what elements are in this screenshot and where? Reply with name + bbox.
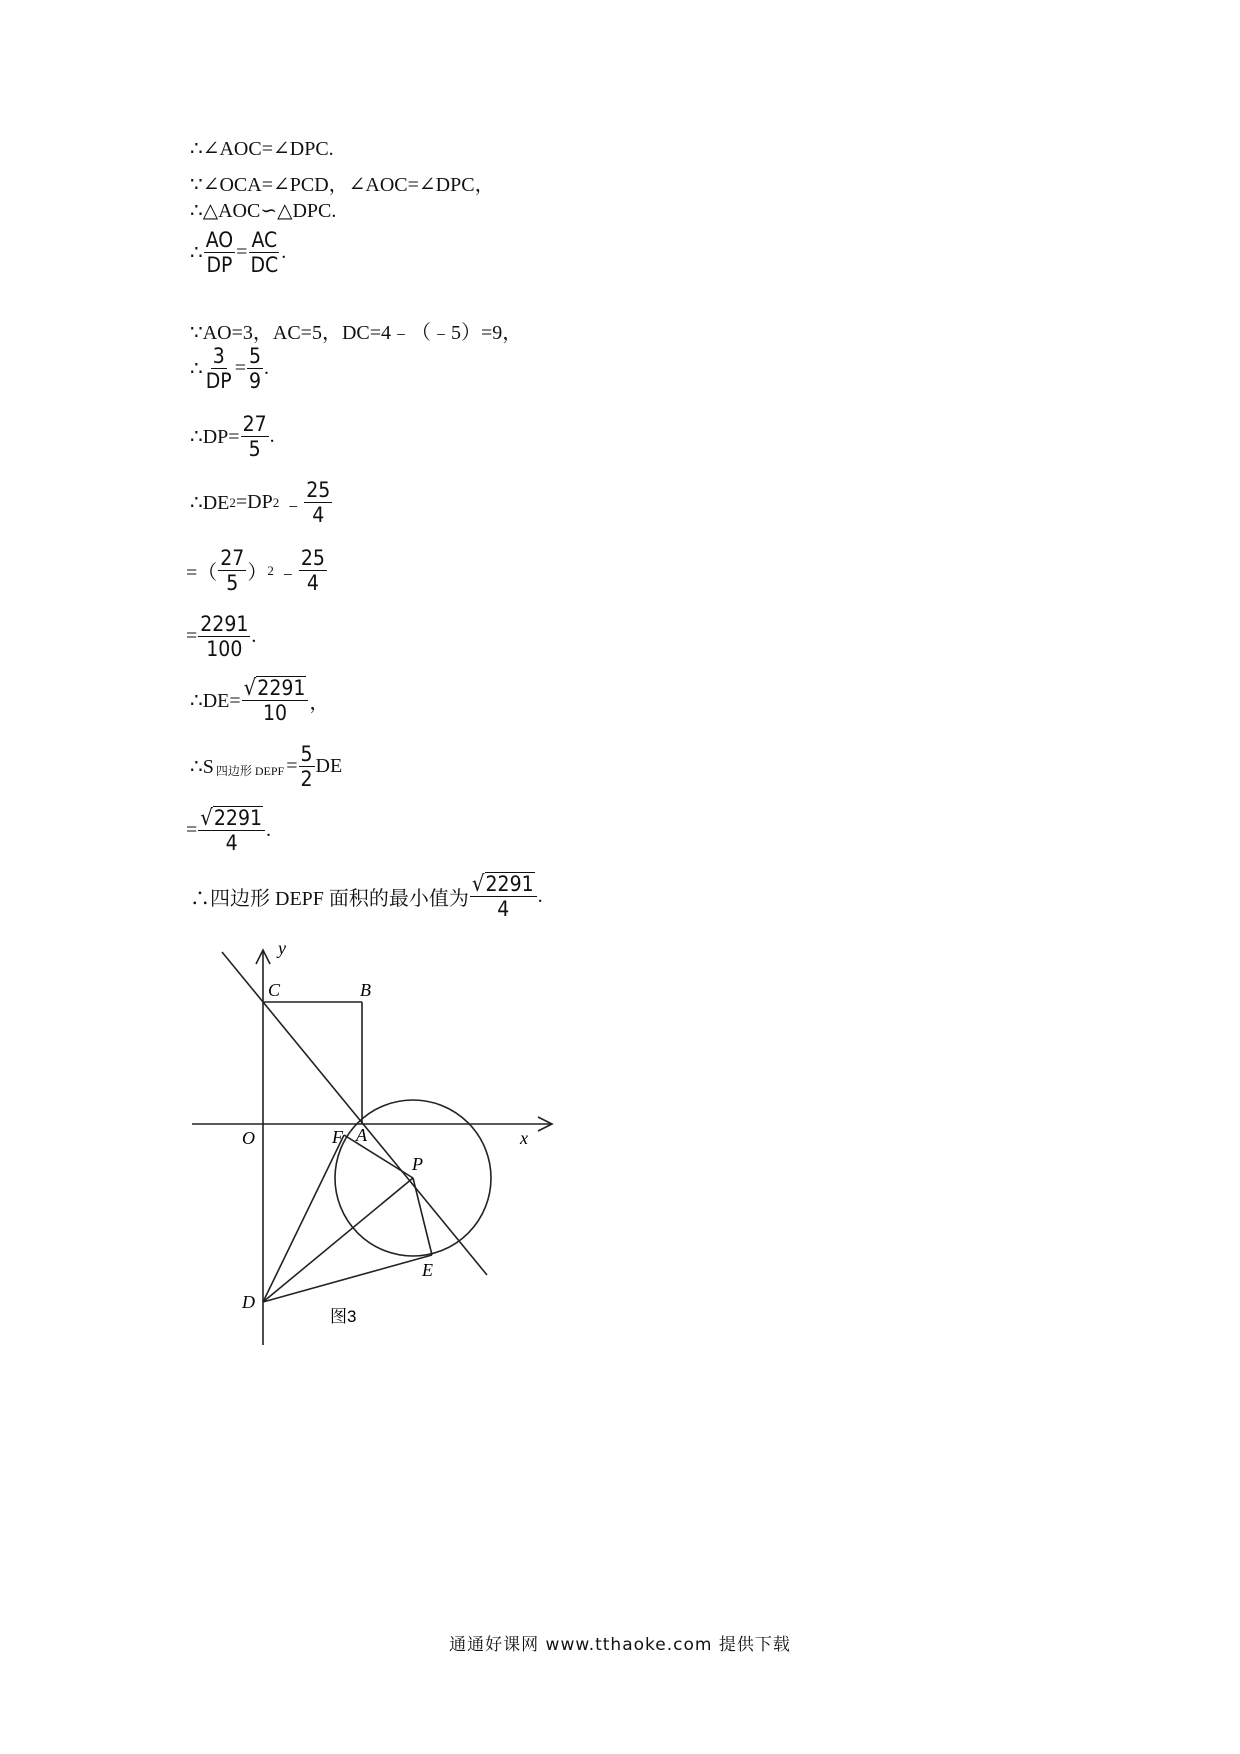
de2-step: ∴DE 2 =DP 2 ﹣ $\frac{25}{4}$ — [190, 478, 331, 528]
area-result-prefix: = — [186, 819, 198, 842]
area-prefix: ∴S — [190, 756, 214, 779]
expand-close: ） — [247, 562, 268, 585]
dp-step — [190, 412, 275, 461]
area-result-radicand: 2291 — [213, 806, 262, 830]
conclusion-frac — [470, 872, 537, 921]
label-f: F — [332, 1127, 343, 1147]
dp-end: . — [269, 425, 275, 448]
area-frac — [299, 742, 315, 791]
de2-prefix: ∴DE — [190, 492, 230, 515]
de-frac — [242, 676, 309, 725]
ratio-b-num: AC — [251, 228, 278, 252]
result-prefix: = — [186, 625, 198, 648]
sub-b-num: 5 — [248, 344, 261, 368]
label-c: C — [268, 980, 281, 1000]
sub-prefix: ∴ — [190, 358, 203, 381]
expand-den: 5 — [226, 571, 239, 596]
area-result-frac — [198, 806, 265, 855]
area-result-sqrt — [198, 806, 265, 831]
label-p: P — [412, 1154, 423, 1174]
dp-num: 27 — [242, 412, 267, 436]
area-result-den: 4 — [225, 831, 238, 856]
step-4-text: ∵AO=3，AC=5，DC=4﹣（﹣5）=9， — [190, 322, 523, 344]
expand-den2: 4 — [306, 571, 319, 596]
result-end: . — [251, 625, 257, 648]
ratio-b-den: DC — [250, 253, 279, 278]
result-den: 100 — [206, 637, 243, 662]
de-radical: √ — [243, 676, 257, 702]
de-den: 10 — [263, 701, 288, 726]
area-num: 5 — [300, 742, 313, 766]
conclusion-sqrt — [470, 872, 537, 897]
area-result-end: . — [265, 819, 271, 842]
conclusion-radical: √ — [471, 872, 485, 898]
conclusion-text: ∴四边形 DEPF 面积的最小值为 — [190, 888, 469, 911]
de2-den: 4 — [312, 503, 325, 528]
segment-de — [263, 1255, 432, 1302]
expand-step: =（ $\frac{27}{5}$ ） 2 ﹣ $\frac{25}{4}$ — [186, 546, 325, 596]
expand-prefix: =（ — [186, 562, 218, 585]
segment-df — [263, 1135, 344, 1302]
label-d: D — [242, 1292, 255, 1312]
de-radicand: 2291 — [257, 676, 306, 700]
sub-a-num: 3 — [212, 344, 225, 368]
figure-svg — [180, 940, 580, 1360]
ratio-a-num: AO — [205, 228, 234, 252]
expand-minus: ﹣ — [277, 562, 298, 585]
ratio-frac-a — [204, 228, 235, 277]
ratio-eq: = — [236, 241, 248, 264]
sub-end: . — [264, 357, 269, 380]
conclusion-end: . — [537, 885, 543, 908]
result-step — [186, 612, 256, 661]
de2-num: 25 — [306, 478, 331, 502]
figure-caption: 图3 — [330, 1307, 357, 1326]
result-num: 2291 — [200, 612, 249, 636]
expand-frac — [218, 546, 246, 595]
de2-minus: ﹣ — [283, 494, 304, 517]
label-o: O — [242, 1128, 255, 1148]
step-3 — [190, 198, 336, 223]
area-sub: 四边形 DEPF — [215, 764, 285, 779]
result-frac — [198, 612, 250, 661]
segment-fp — [344, 1135, 413, 1178]
conclusion-radicand: 2291 — [485, 872, 534, 896]
geometry-figure — [180, 940, 580, 1365]
footer: 通通好课网 www.tthaoke.com 提供下载 — [449, 1635, 791, 1655]
label-e: E — [422, 1260, 433, 1280]
step-4 — [190, 316, 522, 345]
conclusion-den: 4 — [497, 897, 510, 922]
ratio-prefix: ∴ — [190, 242, 203, 265]
label-x: x — [520, 1128, 528, 1148]
area-eq: = — [286, 755, 298, 778]
expand-num2: 25 — [300, 546, 325, 570]
ratio-frac-b — [248, 228, 280, 277]
ratio-end: . — [281, 241, 287, 264]
step-3-text: ∴△AOC∽△DPC. — [190, 200, 337, 222]
step-2-text: ∵∠OCA=∠PCD，∠AOC=∠DPC， — [190, 174, 495, 196]
sub-b-den: 9 — [248, 369, 261, 394]
ratio-a-den: DP — [206, 253, 233, 278]
label-a: A — [356, 1125, 367, 1145]
step-1-text: ∴∠AOC=∠DPC. — [190, 138, 334, 160]
sub-step — [190, 344, 269, 393]
sub-eq: = — [234, 357, 246, 380]
dp-den: 5 — [248, 437, 261, 462]
label-y: y — [278, 940, 286, 958]
dp-prefix: ∴DP= — [190, 426, 240, 449]
expand-num: 27 — [220, 546, 245, 570]
area-step — [190, 742, 342, 791]
de2-mid: =DP — [235, 491, 273, 514]
ratio-step — [190, 228, 286, 277]
area-den: 2 — [300, 767, 313, 792]
dp-frac — [241, 412, 269, 461]
expand-frac-2 — [299, 546, 327, 595]
area-result-radical: √ — [200, 806, 213, 832]
step-2 — [190, 168, 495, 197]
sub-a-den: DP — [205, 369, 232, 394]
de-prefix: ∴DE= — [190, 690, 241, 713]
de2-frac — [304, 478, 332, 527]
segment-pe — [413, 1178, 432, 1255]
area-result — [186, 806, 271, 855]
label-b: B — [360, 980, 371, 1000]
conclusion — [190, 872, 543, 921]
de-end: ， — [309, 692, 330, 715]
sub-frac-a — [204, 344, 234, 393]
sub-frac-b — [247, 344, 263, 393]
de-step — [190, 676, 329, 725]
de-sqrt — [242, 676, 309, 701]
step-1 — [190, 136, 334, 161]
area-end: DE — [315, 755, 343, 778]
